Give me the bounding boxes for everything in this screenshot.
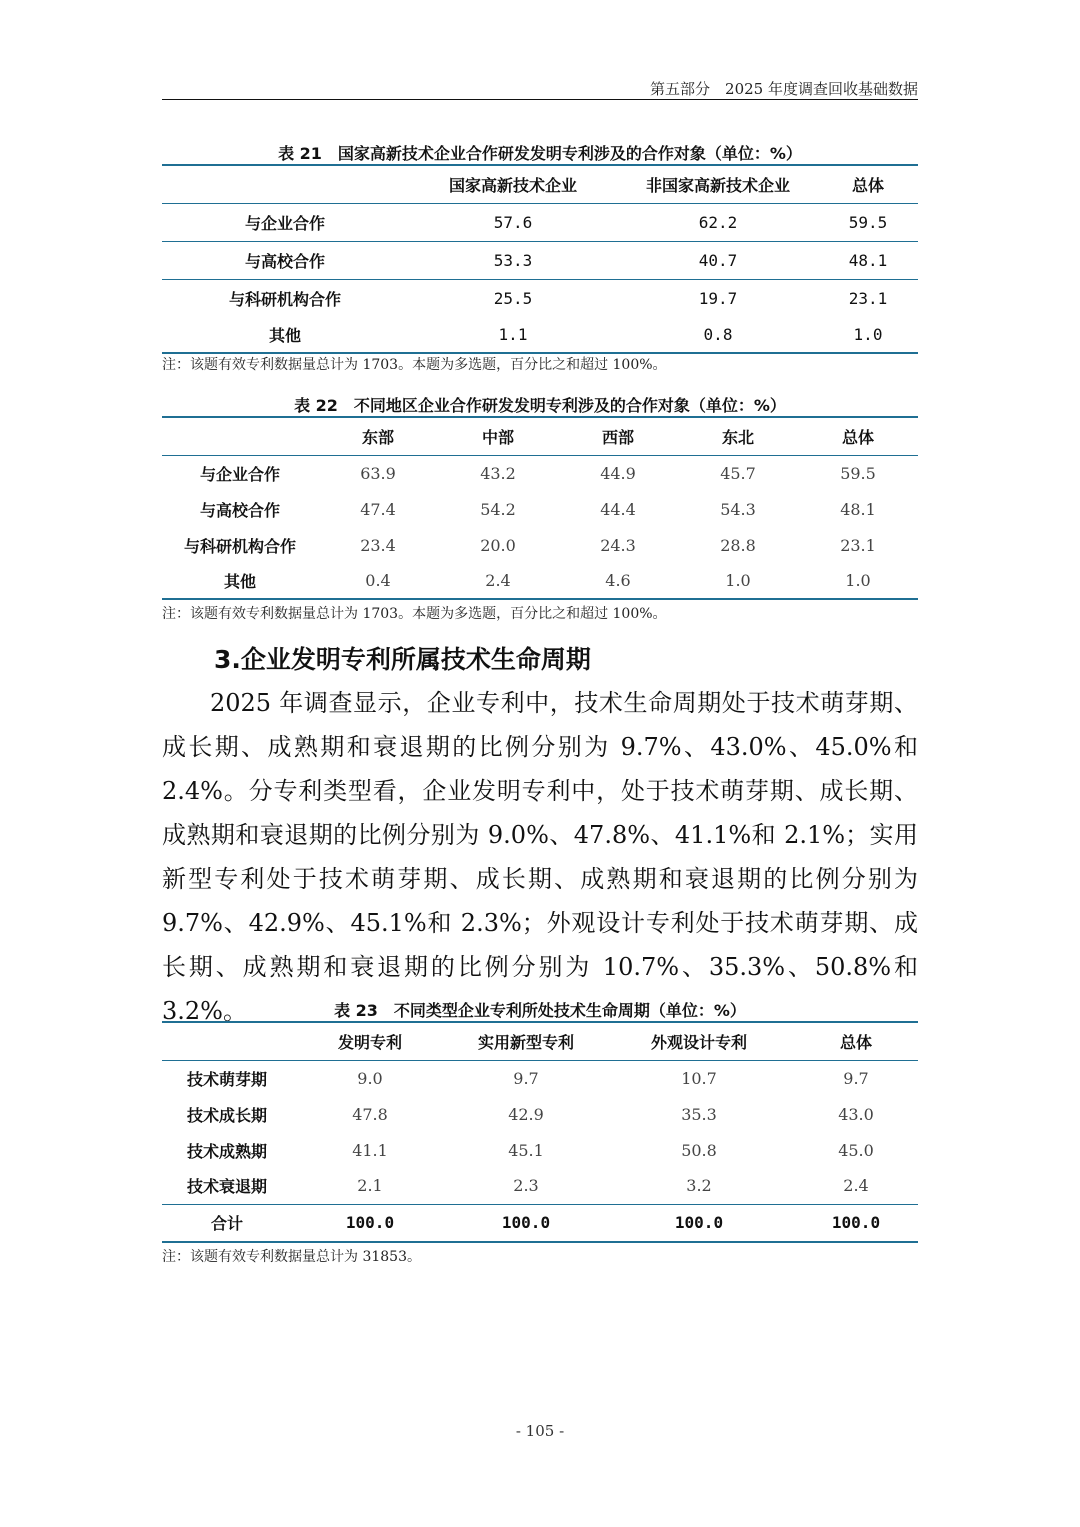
cell-value: 45.0: [838, 1140, 874, 1160]
cell-value: 53.3: [493, 250, 533, 270]
cell-value: 47.8: [352, 1104, 388, 1124]
cell-value: 23.1: [840, 535, 876, 555]
cell-value: 54.2: [480, 499, 516, 519]
cell-value: 43.2: [480, 463, 516, 483]
cell-value: 2.3: [513, 1176, 539, 1196]
table-23-col-1: 发明专利: [337, 1032, 402, 1052]
running-header: 第五部分 2025 年度调查回收基础数据: [650, 80, 918, 98]
table-22-col-0: [162, 417, 318, 455]
cell-value: 59.5: [840, 463, 876, 483]
table-22-col-4: 东北: [721, 427, 754, 447]
total-label: 合计: [210, 1214, 243, 1234]
table-22-note: 注：该题有效专利数据量总计为 1703。本题为多选题，百分比之和超过 100%。: [162, 606, 667, 622]
cell-value: 45.1: [508, 1140, 544, 1160]
cell-value: 0.4: [365, 571, 391, 590]
section-heading: 3.企业发明专利所属技术生命周期: [214, 645, 591, 674]
cell-value: 50.8: [681, 1140, 717, 1160]
table-22-caption: 表 22 不同地区企业合作研发发明专利涉及的合作对象（单位：%）: [294, 396, 786, 415]
row-label: 技术成熟期: [186, 1141, 267, 1161]
row-label: 技术成长期: [186, 1105, 267, 1125]
table-22-col-2: 中部: [481, 427, 514, 447]
table-row: [162, 1060, 918, 1096]
row-label: 其他: [268, 326, 301, 345]
cell-value: 57.6: [493, 212, 533, 232]
table-row: [162, 455, 918, 491]
table-21: [162, 164, 918, 354]
cell-value: 44.4: [600, 499, 636, 519]
body-paragraph: 2025 年调查显示，企业专利中，技术生命周期处于技术萌芽期、成长期、成熟期和衰退期的比例分别为 9.7%、43.0%、45.0%和 2.4%。分专利类型看，企业发明专利中，处于技术萌芽期、成长期、成熟期和衰退期的比例分别为 9.0%、47.8%、41.1%和 2.1%；实用新型专利处于技术萌芽期、成长期、成熟期和衰退期的比例分别为 9.7%、42.9%、45.1%和 2.3%；外观设计专利处于技术萌芽期、成长期、成熟期和衰退期的比例分别为 10.7%、35.3%、50.8%和 3.2%。: [162, 689, 918, 1025]
row-label: 技术萌芽期: [186, 1069, 267, 1089]
cell-value: 19.7: [698, 288, 738, 308]
table-21-col-0: [162, 165, 408, 203]
page-number: - 105 -: [515, 1422, 565, 1440]
cell-value: 48.1: [848, 250, 888, 270]
table-23-caption: 表 23 不同类型企业专利所处技术生命周期（单位：%）: [334, 1001, 746, 1020]
row-label: 技术衰退期: [186, 1177, 267, 1197]
table-row: [162, 317, 918, 353]
cell-value: 28.8: [720, 535, 756, 555]
row-label: 与企业合作: [244, 213, 325, 233]
cell-value: 44.9: [600, 463, 636, 483]
table-21-col-3: 总体: [851, 175, 884, 195]
cell-value: 0.8: [703, 325, 733, 344]
cell-value: 10.7: [681, 1068, 717, 1088]
table-23-col-4: 总体: [839, 1032, 872, 1052]
table-row: [162, 563, 918, 599]
cell-value: 1.0: [853, 325, 883, 344]
table-22-col-3: 西部: [601, 427, 634, 447]
cell-value: 43.0: [838, 1104, 874, 1124]
table-23-note: 注：该题有效专利数据量总计为 31853。: [162, 1249, 421, 1265]
cell-value: 59.5: [848, 212, 888, 232]
table-21-col-2: 非国家高新技术企业: [645, 175, 790, 195]
cell-value: 63.9: [360, 463, 396, 483]
table-21-caption: 表 21 国家高新技术企业合作研发发明专利涉及的合作对象（单位：%）: [278, 144, 802, 163]
total-value: 100.0: [831, 1213, 881, 1233]
table-row: [162, 1132, 918, 1168]
cell-value: 1.0: [845, 571, 871, 590]
cell-value: 35.3: [681, 1104, 717, 1124]
total-value: 100.0: [501, 1213, 551, 1233]
cell-value: 9.7: [513, 1068, 539, 1088]
cell-value: 9.0: [357, 1068, 383, 1088]
cell-value: 45.7: [720, 463, 756, 483]
table-row: [162, 491, 918, 527]
cell-value: 2.1: [357, 1176, 383, 1196]
cell-value: 2.4: [843, 1176, 869, 1196]
table-23: [162, 1021, 918, 1243]
row-label: 与高校合作: [199, 500, 280, 520]
cell-value: 54.3: [720, 499, 756, 519]
table-23-col-0: [162, 1022, 292, 1060]
cell-value: 25.5: [493, 288, 533, 308]
total-value: 100.0: [345, 1213, 395, 1233]
table-23-col-2: 实用新型专利: [477, 1032, 574, 1052]
cell-value: 41.1: [352, 1140, 388, 1160]
cell-value: 48.1: [840, 499, 876, 519]
row-label: 与科研机构合作: [228, 289, 341, 309]
cell-value: 1.0: [725, 571, 751, 590]
table-row: [162, 241, 918, 279]
cell-value: 23.4: [360, 535, 396, 555]
cell-value: 9.7: [843, 1068, 869, 1088]
table-22-header-row: [162, 417, 918, 455]
table-row: [162, 1168, 918, 1204]
table-22-col-5: 总体: [841, 427, 874, 447]
row-label: 与科研机构合作: [183, 536, 296, 556]
row-label: 与高校合作: [244, 251, 325, 271]
cell-value: 62.2: [698, 212, 738, 232]
row-label: 与企业合作: [199, 464, 280, 484]
table-22: [162, 416, 918, 600]
table-22-col-1: 东部: [361, 427, 394, 447]
table-row: [162, 1096, 918, 1132]
header-rule: [162, 99, 918, 100]
table-23-col-3: 外观设计专利: [650, 1032, 747, 1052]
cell-value: 3.2: [686, 1176, 712, 1196]
cell-value: 1.1: [498, 325, 528, 344]
cell-value: 20.0: [480, 535, 516, 555]
table-21-header-row: [162, 165, 918, 203]
cell-value: 2.4: [485, 571, 511, 590]
cell-value: 47.4: [360, 499, 396, 519]
cell-value: 40.7: [698, 250, 738, 270]
table-row: [162, 203, 918, 241]
table-21-col-1: 国家高新技术企业: [448, 175, 577, 195]
table-total-row: [162, 1204, 918, 1242]
cell-value: 23.1: [848, 288, 888, 308]
cell-value: 24.3: [600, 535, 636, 555]
total-value: 100.0: [674, 1213, 724, 1233]
table-21-note: 注：该题有效专利数据量总计为 1703。本题为多选题，百分比之和超过 100%。: [162, 357, 667, 373]
cell-value: 4.6: [605, 571, 631, 590]
table-23-header-row: [162, 1022, 918, 1060]
table-row: [162, 527, 918, 563]
table-row: [162, 279, 918, 317]
cell-value: 42.9: [508, 1104, 544, 1124]
row-label: 其他: [223, 572, 256, 591]
